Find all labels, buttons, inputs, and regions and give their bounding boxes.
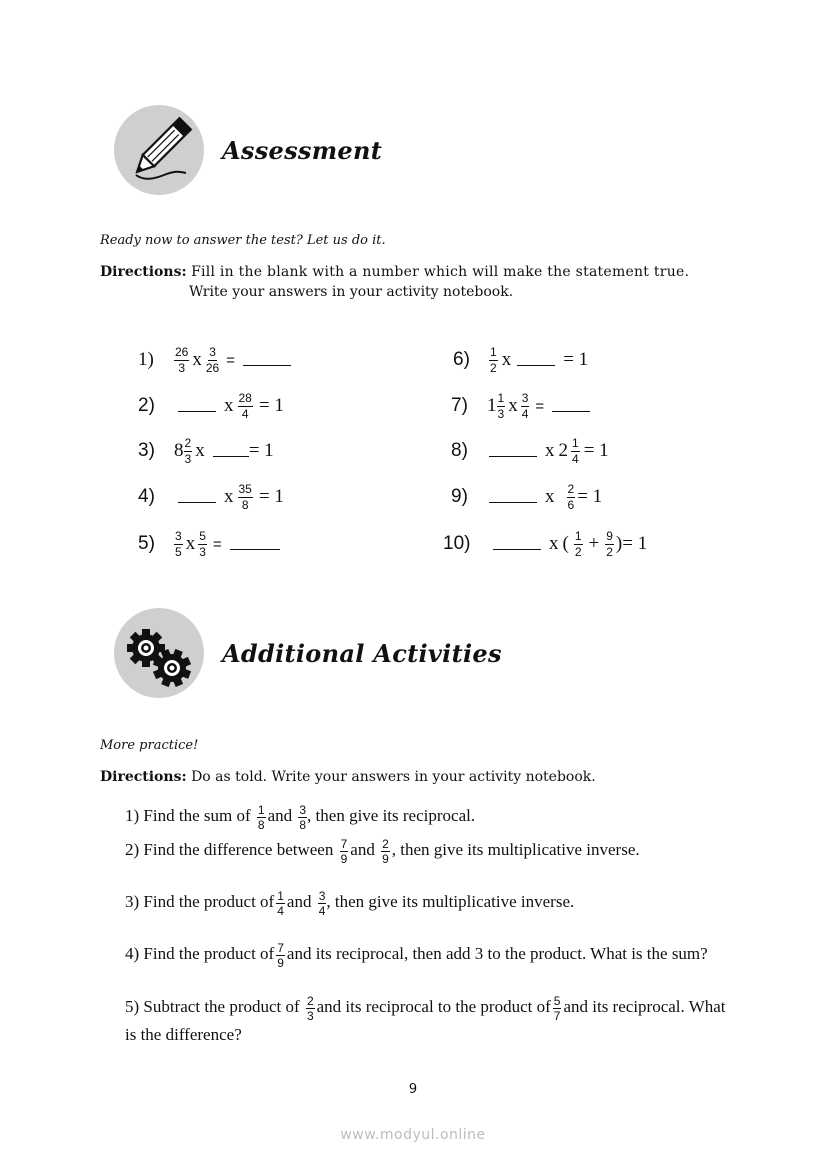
times-sign: x: [224, 395, 234, 416]
denominator: 7: [553, 1008, 561, 1023]
denominator: 4: [521, 406, 529, 421]
watermark-url: www.modyul.online: [340, 1127, 486, 1143]
item-number: 10): [443, 533, 471, 554]
item-number: 7): [451, 395, 468, 416]
numerator: 1: [490, 344, 497, 359]
open-paren: (: [562, 533, 569, 554]
denominator: 4: [277, 903, 284, 918]
item-number: 1): [138, 349, 154, 370]
additional-directions: [100, 767, 596, 787]
answer-blank[interactable]: [517, 364, 555, 366]
fraction: [238, 392, 253, 421]
fraction: [521, 392, 530, 421]
assessment-item-2: [138, 386, 288, 426]
item-number: 3): [138, 440, 155, 461]
fraction: [571, 437, 580, 466]
activity-item-3: [125, 889, 730, 917]
numerator: 3: [175, 528, 182, 543]
times-sign: x: [224, 486, 234, 507]
denominator: 6: [567, 497, 575, 512]
plus-sign: +: [588, 533, 600, 554]
item-number: 5): [138, 533, 155, 554]
directions-label: Directions:: [100, 769, 187, 785]
numerator: 1: [574, 528, 582, 543]
times-sign: x: [545, 486, 555, 507]
assessment-directions: [100, 262, 730, 302]
denominator: 3: [306, 1008, 314, 1023]
denominator: 2: [606, 544, 613, 559]
assessment-title: Assessment: [222, 136, 383, 165]
numerator: 5: [553, 993, 561, 1008]
times-sign: x: [185, 533, 196, 554]
item-text: and its reciprocal to the product of: [316, 997, 551, 1016]
gears-icon: [114, 608, 204, 698]
item-number: 8): [451, 440, 468, 461]
denominator: 26: [205, 360, 220, 375]
assessment-item-4: [138, 477, 288, 517]
item-number: 6): [453, 349, 470, 370]
answer-blank[interactable]: [489, 455, 537, 457]
item-number: 1): [125, 806, 140, 825]
activity-item-1: [125, 803, 730, 831]
directions-text: Do as told. Write your answers in your activity notebook.: [191, 769, 596, 785]
activity-item-2: [125, 837, 730, 865]
item-text: Find the product of: [143, 944, 275, 963]
numerator: 3: [318, 888, 326, 903]
answer-blank[interactable]: [178, 410, 216, 412]
assessment-item-3: [138, 431, 274, 471]
numerator: 2: [382, 836, 389, 851]
numerator: 1: [572, 435, 579, 450]
whole-number: 1: [487, 395, 497, 416]
denominator: 3: [497, 406, 505, 421]
item-number: 5): [125, 997, 140, 1016]
answer-blank[interactable]: [552, 410, 590, 412]
numerator: 1: [277, 888, 284, 903]
answer-blank[interactable]: [230, 548, 280, 550]
item-text: and its reciprocal, then add 3 to the product. What is the sum?: [286, 944, 708, 963]
fraction: [238, 483, 253, 512]
numerator: 7: [277, 940, 284, 955]
denominator: 3: [199, 544, 206, 559]
equals-result: = 1: [248, 440, 274, 461]
directions-line-2: Write your answers in your activity notebook.: [189, 284, 514, 300]
fraction: [497, 392, 506, 421]
equals-sign: =: [535, 397, 545, 415]
assessment-item-6: [453, 340, 592, 380]
additional-activities-title: Additional Activities: [222, 639, 502, 668]
fraction: [553, 995, 562, 1022]
denominator: 2: [490, 360, 497, 375]
numerator: 35: [238, 481, 252, 496]
times-sign: x: [501, 349, 512, 370]
fraction: [306, 995, 315, 1022]
denominator: 9: [340, 851, 348, 866]
denominator: 8: [299, 817, 307, 832]
equals-result: = 1: [258, 395, 284, 416]
numerator: 2: [306, 993, 314, 1008]
numerator: 3: [209, 344, 216, 359]
denominator: 2: [574, 544, 582, 559]
whole-number: 2: [558, 440, 568, 461]
fraction: [276, 890, 285, 917]
denominator: 3: [184, 451, 192, 466]
item-text: and its reciprocal. What is the difference?: [125, 997, 726, 1044]
numerator: 3: [521, 390, 529, 405]
answer-blank[interactable]: [243, 364, 291, 366]
close-paren-equals-result: )= 1: [615, 533, 648, 554]
denominator: 9: [277, 955, 284, 970]
directions-label: Directions:: [100, 264, 187, 280]
item-text: and: [286, 892, 312, 911]
assessment-item-9: [451, 477, 602, 517]
item-number: 9): [451, 486, 468, 507]
assessment-item-7: [451, 386, 594, 426]
numerator: 9: [606, 528, 613, 543]
denominator: 4: [572, 451, 579, 466]
fraction: [174, 346, 189, 375]
denominator: 5: [175, 544, 182, 559]
denominator: 4: [318, 903, 326, 918]
times-sign: x: [195, 440, 205, 461]
fraction: [567, 483, 576, 512]
times-sign: x: [192, 349, 202, 370]
fraction: [381, 838, 390, 865]
numerator: 5: [199, 528, 206, 543]
equals-result: = 1: [583, 440, 609, 461]
activity-item-5: [125, 994, 730, 1047]
assessment-item-10: [443, 524, 647, 564]
item-number: 2): [138, 395, 155, 416]
item-text: Find the difference between: [143, 840, 334, 859]
fraction: [605, 530, 614, 559]
fraction: [184, 437, 193, 466]
answer-blank[interactable]: [178, 501, 216, 503]
item-number: 3): [125, 892, 140, 911]
fraction: [276, 942, 285, 969]
answer-blank[interactable]: [213, 455, 249, 457]
fraction: [198, 530, 207, 559]
equals-result: = 1: [258, 486, 284, 507]
fraction: [257, 804, 266, 831]
assessment-item-1: [138, 340, 295, 380]
item-text: , then give its reciprocal.: [307, 806, 476, 825]
times-sign: x: [549, 533, 559, 554]
assessment-intro: Ready now to answer the test? Let us do it.: [100, 233, 386, 248]
equals-sign: =: [212, 535, 222, 553]
item-text: Find the product of: [143, 892, 275, 911]
numerator: 7: [340, 836, 348, 851]
whole-number: 8: [174, 440, 184, 461]
assessment-item-5: [138, 524, 284, 564]
assessment-icon-circle: [114, 105, 204, 195]
assessment-item-8: [451, 431, 613, 471]
pencil-icon: [114, 105, 204, 195]
denominator: 8: [241, 497, 249, 512]
fraction: [298, 804, 307, 831]
times-sign: x: [545, 440, 555, 461]
equals-result: = 1: [577, 486, 603, 507]
equals-sign: =: [226, 351, 235, 369]
times-sign: x: [508, 395, 518, 416]
answer-blank[interactable]: [489, 501, 537, 503]
fraction: [340, 838, 349, 865]
numerator: 2: [567, 481, 575, 496]
item-text: Subtract the product of: [143, 997, 300, 1016]
page-number: 9: [408, 1082, 418, 1097]
answer-blank[interactable]: [493, 548, 541, 550]
item-text: and: [267, 806, 293, 825]
fraction: [174, 530, 183, 559]
denominator: 9: [382, 851, 389, 866]
activity-item-4: [125, 941, 730, 969]
fraction: [205, 346, 220, 375]
item-number: 2): [125, 840, 140, 859]
item-text: , then give its multiplicative inverse.: [391, 840, 640, 859]
additional-intro: More practice!: [100, 738, 199, 753]
numerator: 26: [175, 344, 189, 359]
numerator: 1: [257, 802, 265, 817]
numerator: 2: [184, 435, 192, 450]
additional-icon-circle: [114, 608, 204, 698]
denominator: 8: [257, 817, 265, 832]
equals-result: = 1: [563, 349, 589, 370]
denominator: 3: [178, 360, 186, 375]
item-number: 4): [138, 486, 155, 507]
numerator: 28: [238, 390, 252, 405]
numerator: 1: [497, 390, 505, 405]
fraction: [489, 346, 498, 375]
numerator: 3: [299, 802, 307, 817]
item-number: 4): [125, 944, 140, 963]
directions-line-1: Fill in the blank with a number which will make the statement true.: [191, 264, 690, 280]
fraction: [574, 530, 583, 559]
item-text: Find the sum of: [143, 806, 251, 825]
denominator: 4: [241, 406, 249, 421]
item-text: , then give its multiplicative inverse.: [326, 892, 575, 911]
item-text: and: [350, 840, 375, 859]
